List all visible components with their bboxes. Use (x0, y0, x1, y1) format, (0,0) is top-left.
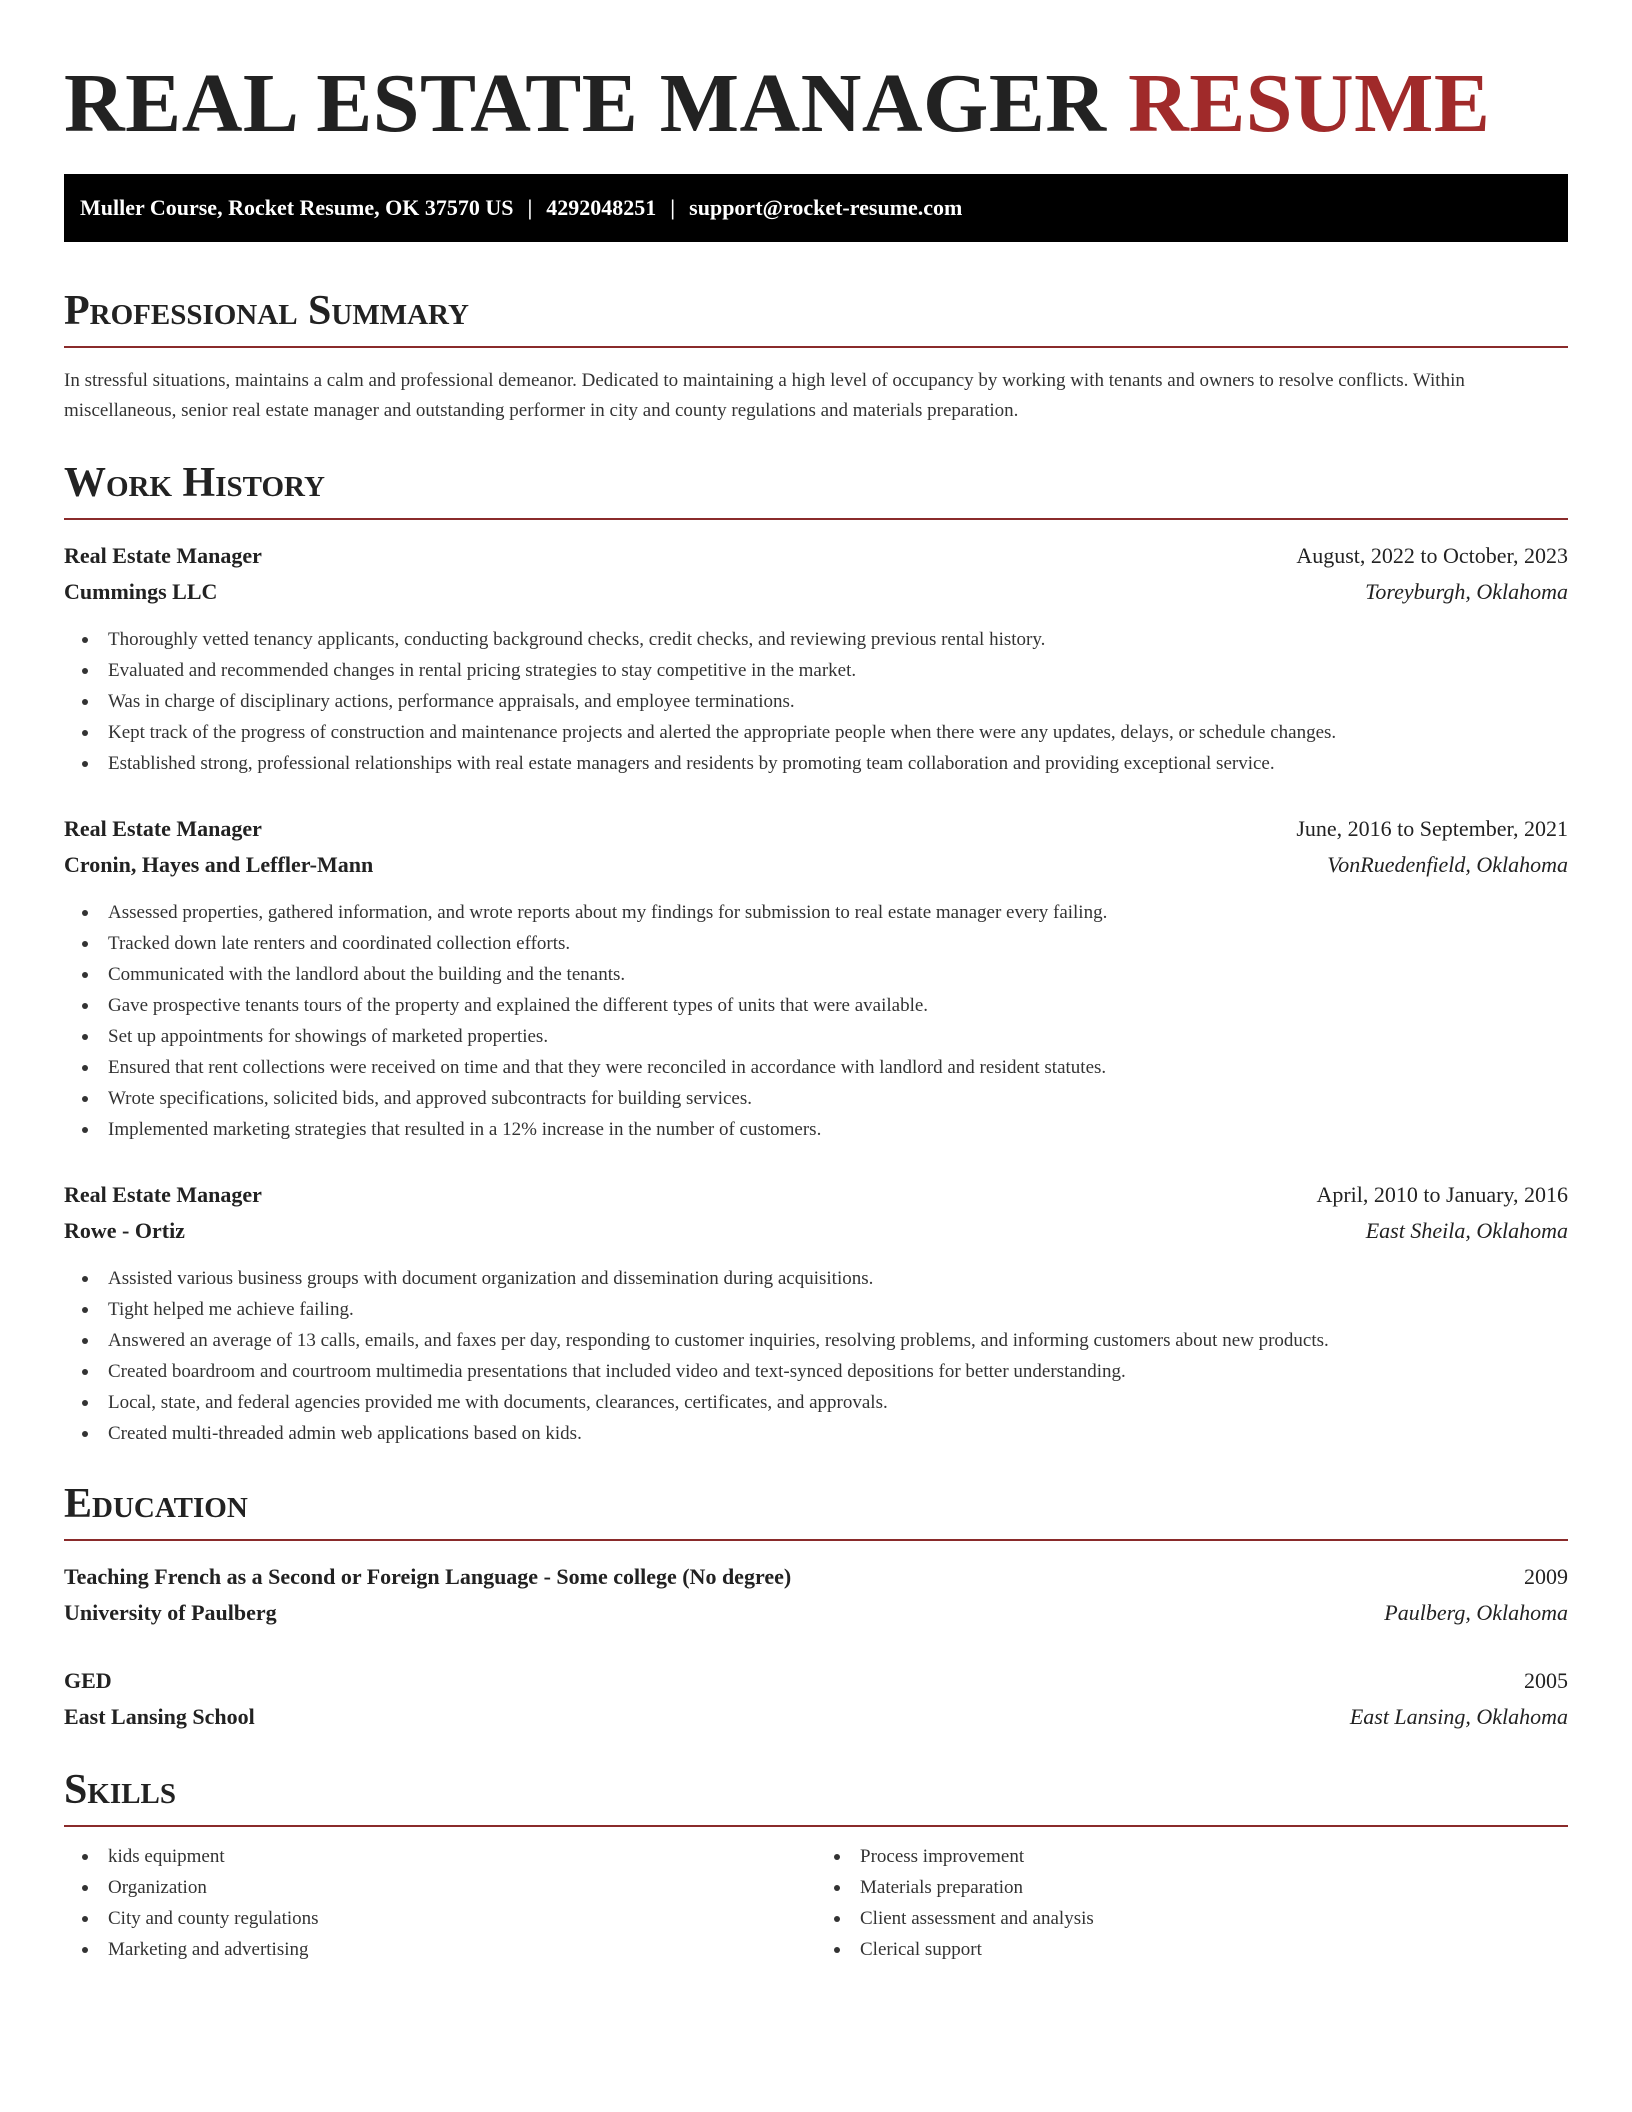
contact-separator: | (670, 195, 676, 220)
education-degree: GED (64, 1668, 112, 1693)
job-location: VonRuedenfield, Oklahoma (1327, 852, 1568, 877)
job-bullets (64, 1263, 1568, 1449)
job-entry (64, 538, 1568, 779)
skill-item: City and county regulations (64, 1903, 816, 1934)
job-company: Cummings LLC (64, 579, 218, 604)
job-company-row (64, 574, 1568, 610)
job-bullet-item: Tracked down late renters and coordinated collection efforts. (64, 928, 1568, 959)
education-year: 2005 (1524, 1668, 1568, 1693)
job-dates: April, 2010 to January, 2016 (1316, 1182, 1568, 1207)
resume-title (64, 56, 1568, 152)
job-bullet-item: Established strong, professional relationships with real estate managers and residents by promoting team collaboration and providing exceptional service. (64, 748, 1568, 779)
work-history-heading: Work History (64, 460, 325, 506)
contact-address: Muller Course, Rocket Resume, OK 37570 US (80, 195, 514, 220)
job-title: Real Estate Manager (64, 816, 262, 841)
job-bullet-item: Local, state, and federal agencies provided me with documents, clearances, certificates, and approvals. (64, 1387, 1568, 1418)
skills-column-right (816, 1841, 1568, 1965)
job-bullet-item: Implemented marketing strategies that resulted in a 12% increase in the number of customers. (64, 1114, 1568, 1145)
section-divider (64, 518, 1568, 520)
job-company-row (64, 847, 1568, 883)
education-year: 2009 (1524, 1564, 1568, 1589)
job-bullet-item: Answered an average of 13 calls, emails, and faxes per day, responding to customer inquiries, resolving problems, and informing customers about new products. (64, 1325, 1568, 1356)
education-school: University of Paulberg (64, 1600, 277, 1625)
education-degree: Teaching French as a Second or Foreign Language - Some college (No degree) (64, 1564, 792, 1589)
title-main: REAL ESTATE MANAGER (64, 57, 1107, 150)
job-bullet-item: Thoroughly vetted tenancy applicants, conducting background checks, credit checks, and reviewing previous rental history. (64, 624, 1568, 655)
job-company-row (64, 1213, 1568, 1249)
job-location: East Sheila, Oklahoma (1365, 1218, 1568, 1243)
job-bullet-item: Set up appointments for showings of marketed properties. (64, 1021, 1568, 1052)
skill-item: kids equipment (64, 1841, 816, 1872)
job-bullet-item: Tight helped me achieve failing. (64, 1294, 1568, 1325)
job-title-row (64, 538, 1568, 574)
education-degree-row (64, 1559, 1568, 1595)
title-accent: RESUME (1128, 57, 1491, 150)
education-school-row (64, 1595, 1568, 1631)
job-bullets (64, 897, 1568, 1145)
job-list (64, 538, 1568, 1449)
education-entry (64, 1663, 1568, 1735)
skills-section (64, 1765, 1568, 1965)
contact-separator: | (527, 195, 533, 220)
education-location: Paulberg, Oklahoma (1384, 1600, 1568, 1625)
skill-item: Marketing and advertising (64, 1934, 816, 1965)
education-school-row (64, 1699, 1568, 1735)
job-title: Real Estate Manager (64, 1182, 262, 1207)
summary-section (64, 286, 1568, 426)
skills-grid (64, 1841, 1568, 1965)
education-entry (64, 1559, 1568, 1631)
section-divider (64, 1825, 1568, 1827)
job-bullet-item: Was in charge of disciplinary actions, performance appraisals, and employee terminations. (64, 686, 1568, 717)
job-bullet-item: Wrote specifications, solicited bids, and approved subcontracts for building services. (64, 1083, 1568, 1114)
job-bullet-item: Kept track of the progress of construction and maintenance projects and alerted the appropriate people when there were any updates, delays, or schedule changes. (64, 717, 1568, 748)
contact-phone: 4292048251 (546, 195, 657, 220)
job-bullet-item: Assessed properties, gathered information, and wrote reports about my findings for submission to real estate manager every failing. (64, 897, 1568, 928)
summary-text: In stressful situations, maintains a calm and professional demeanor. Dedicated to maintaining a high level of occupancy by working with tenants and owners to resolve conflicts. Within miscellaneous, senior real estate manager and outstanding performer in city and county regulations and materials preparation. (64, 370, 1465, 421)
job-entry (64, 1177, 1568, 1449)
job-bullet-item: Ensured that rent collections were received on time and that they were reconciled in accordance with landlord and resident statutes. (64, 1052, 1568, 1083)
skill-item: Process improvement (816, 1841, 1568, 1872)
skills-column-left (64, 1841, 816, 1965)
job-company: Cronin, Hayes and Leffler-Mann (64, 852, 374, 877)
education-degree-row (64, 1663, 1568, 1699)
education-heading: Education (64, 1481, 248, 1527)
job-bullet-item: Gave prospective tenants tours of the property and explained the different types of units that were available. (64, 990, 1568, 1021)
job-dates: August, 2022 to October, 2023 (1296, 543, 1568, 568)
work-history-section (64, 458, 1568, 1449)
education-school: East Lansing School (64, 1704, 255, 1729)
job-title-row (64, 1177, 1568, 1213)
job-bullet-item: Created boardroom and courtroom multimedia presentations that included video and text-synced depositions for better understanding. (64, 1356, 1568, 1387)
section-divider (64, 346, 1568, 348)
skills-heading: Skills (64, 1767, 177, 1813)
education-section (64, 1479, 1568, 1735)
education-location: East Lansing, Oklahoma (1349, 1704, 1568, 1729)
job-bullet-item: Communicated with the landlord about the building and the tenants. (64, 959, 1568, 990)
job-bullet-item: Evaluated and recommended changes in rental pricing strategies to stay competitive in the market. (64, 655, 1568, 686)
skill-item: Organization (64, 1872, 816, 1903)
summary-heading: Professional Summary (64, 288, 469, 334)
job-bullets (64, 624, 1568, 779)
section-divider (64, 1539, 1568, 1541)
education-list (64, 1559, 1568, 1735)
skill-item: Clerical support (816, 1934, 1568, 1965)
job-title-row (64, 811, 1568, 847)
job-bullet-item: Assisted various business groups with document organization and dissemination during acquisitions. (64, 1263, 1568, 1294)
job-company: Rowe - Ortiz (64, 1218, 185, 1243)
skill-item: Client assessment and analysis (816, 1903, 1568, 1934)
job-title: Real Estate Manager (64, 543, 262, 568)
job-dates: June, 2016 to September, 2021 (1296, 816, 1568, 841)
contact-bar (64, 174, 1568, 242)
skill-item: Materials preparation (816, 1872, 1568, 1903)
job-entry (64, 811, 1568, 1145)
job-bullet-item: Created multi-threaded admin web applications based on kids. (64, 1418, 1568, 1449)
contact-email: support@rocket-resume.com (689, 195, 963, 220)
job-location: Toreyburgh, Oklahoma (1365, 579, 1568, 604)
